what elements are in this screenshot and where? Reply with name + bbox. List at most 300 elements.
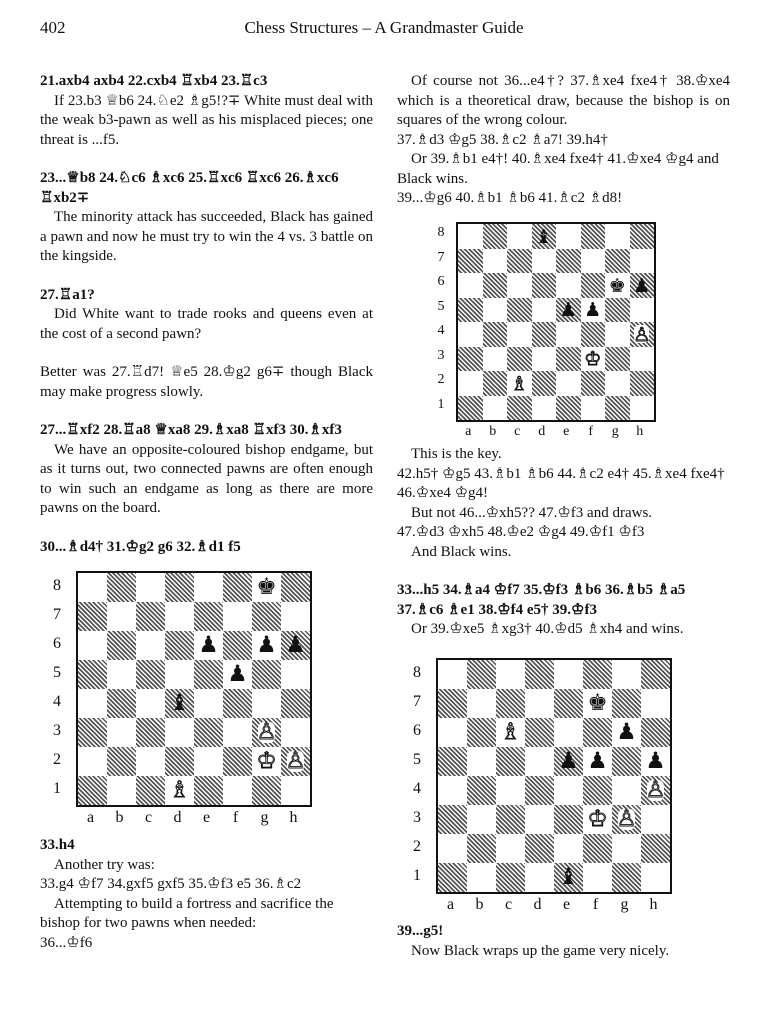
square-b4 [107,689,136,718]
square-a6 [438,718,467,747]
file-label: d [173,809,182,826]
square-c1 [136,776,165,805]
square-a2 [438,834,467,863]
square-e7 [194,602,223,631]
square-e7 [556,249,581,274]
file-label: b [115,809,124,826]
square-f4 [583,776,612,805]
square-e6 [194,631,223,660]
square-g8 [612,660,641,689]
square-d8 [165,573,194,602]
commentary: The minority attack has succeeded, Black has gained a pawn and now he must try to win the 4 vs. 3 battle on the kingside. [40,209,373,264]
square-e5 [554,747,583,776]
black-piece-h6: ♟ [633,273,651,297]
rank-label: 5 [437,298,445,314]
square-f7 [581,249,606,274]
square-d3 [532,347,557,372]
right-column-bottom [397,922,730,961]
black-piece-g6: ♚ [608,273,626,297]
square-h4 [281,689,310,718]
square-d4 [532,322,557,347]
square-d6 [525,718,554,747]
move-heading: 30...♗d4† 31.♔g2 g6 32.♗d1 f5 [40,538,241,555]
rank-label: 7 [53,605,61,623]
square-d5 [525,747,554,776]
square-a5 [438,747,467,776]
square-f1 [581,396,606,421]
file-label: h [289,809,298,826]
white-piece-h4: ♙ [645,777,666,804]
square-e2 [194,747,223,776]
square-g1 [612,863,641,892]
white-piece-f3: ♔ [584,347,602,371]
square-f1 [583,863,612,892]
square-g1 [252,776,281,805]
square-a3 [458,347,483,372]
square-c6 [507,273,532,298]
commentary: We have an opposite-coloured bishop endgame, but as it turns out, two connected pawns are often enough to win such an endgame as long as there are more pawns on the board. [40,441,373,516]
file-label: e [562,896,571,913]
square-h1 [641,863,670,892]
square-h8 [641,660,670,689]
square-g5 [612,747,641,776]
square-e8 [556,224,581,249]
rank-label: 1 [53,779,61,797]
square-d8 [525,660,554,689]
move-heading: 23...♕b8 24.♘c6 ♗xc6 25.♖xc6 ♖xc6 26.♗xc6 ♖xb2∓ [40,170,339,206]
chess-board [76,571,312,807]
rank-label: 8 [437,225,445,241]
rank-label: 4 [53,692,61,710]
square-h3 [641,805,670,834]
square-e8 [554,660,583,689]
square-f6 [223,631,252,660]
square-g8 [605,224,630,249]
file-label: g [611,424,619,439]
square-g7 [605,249,630,274]
file-labels [456,424,652,442]
square-c5 [136,660,165,689]
rank-label: 4 [437,323,445,339]
square-c8 [496,660,525,689]
square-b5 [107,660,136,689]
square-b2 [483,371,508,396]
square-h4 [641,776,670,805]
square-b4 [467,776,496,805]
commentary: And Black wins. [411,543,512,560]
square-d4 [525,776,554,805]
commentary: This is the key. [411,446,502,462]
move-line: 36...♔f6 [40,934,93,951]
square-f3 [223,718,252,747]
move-heading: 33...h5 34.♗a4 ♔f7 35.♔f3 ♗b6 36.♗b5 ♗a5 37.♗c6 ♗e1 38.♔f4 e5† 39.♔f3 [397,582,686,618]
square-c6 [136,631,165,660]
square-b8 [483,224,508,249]
square-h7 [630,249,655,274]
square-e3 [556,347,581,372]
square-d4 [165,689,194,718]
square-b1 [483,396,508,421]
move-line: 33.g4 ♔f7 34.gxf5 gxf5 35.♔f3 e5 36.♗c2 [40,876,302,892]
commentary: Attempting to build a fortress and sacrifice the bishop for two pawns when needed: [40,895,334,931]
square-e4 [556,322,581,347]
square-f4 [581,322,606,347]
square-a3 [78,718,107,747]
chess-diagram-right-bottom [410,658,700,920]
square-c3 [496,805,525,834]
file-label: e [202,809,211,826]
commentary: But not 46...♔xh5?? 47.♔f3 and draws. [411,504,653,521]
square-c3 [507,347,532,372]
file-label: f [588,424,594,439]
rank-label: 2 [437,372,445,388]
page-number: 402 [40,18,66,37]
square-a8 [458,224,483,249]
square-c5 [496,747,525,776]
square-b6 [483,273,508,298]
square-h7 [281,602,310,631]
black-piece-d4: ♝ [169,690,190,717]
square-g4 [605,322,630,347]
left-column-bottom [40,836,373,953]
black-piece-f5: ♟ [584,298,602,322]
square-h6 [641,718,670,747]
black-piece-f7: ♚ [587,690,608,717]
rank-label: 8 [53,576,61,594]
rank-label: 7 [413,692,421,710]
square-d2 [532,371,557,396]
square-f3 [583,805,612,834]
square-b8 [467,660,496,689]
square-b2 [107,747,136,776]
square-f2 [223,747,252,776]
square-g8 [252,573,281,602]
square-a7 [438,689,467,718]
square-c2 [507,371,532,396]
file-label: c [144,809,153,826]
square-b7 [483,249,508,274]
white-piece-c6: ♗ [500,719,521,746]
square-f7 [223,602,252,631]
white-piece-g2: ♔ [256,748,277,775]
black-piece-f5: ♟ [227,661,248,688]
rank-label: 5 [53,663,61,681]
square-d5 [165,660,194,689]
square-c7 [136,602,165,631]
file-label: d [538,424,546,439]
square-a3 [438,805,467,834]
square-h6 [281,631,310,660]
square-h1 [630,396,655,421]
square-c8 [507,224,532,249]
square-b3 [107,718,136,747]
commentary: Of course not 36...e4†? 37.♗xe4 fxe4† 38.♔xe4 which is a theoretical draw, because the bishop is on squares of the wrong colour. [397,73,730,128]
square-c5 [507,298,532,323]
square-d6 [165,631,194,660]
square-a7 [458,249,483,274]
square-b3 [483,347,508,372]
square-f6 [581,273,606,298]
square-e6 [554,718,583,747]
square-h2 [281,747,310,776]
square-g5 [605,298,630,323]
file-label: c [504,896,513,913]
square-d3 [525,805,554,834]
square-e5 [556,298,581,323]
square-f6 [583,718,612,747]
square-d7 [532,249,557,274]
square-f5 [581,298,606,323]
square-g4 [252,689,281,718]
rank-label: 6 [437,274,445,290]
rank-label: 4 [413,779,421,797]
square-f1 [223,776,252,805]
square-a6 [458,273,483,298]
square-h5 [630,298,655,323]
square-a6 [78,631,107,660]
square-d8 [532,224,557,249]
square-c7 [496,689,525,718]
rank-label: 5 [413,750,421,768]
square-h3 [281,718,310,747]
square-g7 [252,602,281,631]
black-piece-e6: ♟ [198,632,219,659]
commentary: If 23.b3 ♕b6 24.♘e2 ♗g5!?∓ White must deal with the weak b3-pawn as well as his misplaced pieces; one threat is ...f5. [40,92,373,148]
square-h8 [281,573,310,602]
square-f7 [583,689,612,718]
square-e1 [554,863,583,892]
square-d5 [532,298,557,323]
black-piece-h6: ♟ [285,632,306,659]
square-g6 [612,718,641,747]
file-label: g [260,809,269,826]
chess-diagram-right-top [434,222,690,439]
square-h2 [630,371,655,396]
square-a7 [78,602,107,631]
move-heading: 33.h4 [40,837,75,853]
square-a2 [458,371,483,396]
file-label: f [592,896,599,913]
file-labels [76,809,308,827]
square-c1 [507,396,532,421]
square-e2 [556,371,581,396]
white-piece-d1: ♗ [169,777,190,804]
square-h6 [630,273,655,298]
square-f8 [581,224,606,249]
square-f5 [223,660,252,689]
square-c4 [507,322,532,347]
file-label: e [563,424,570,439]
rank-label: 6 [53,634,61,652]
move-heading: 39...g5! [397,923,444,939]
square-g6 [605,273,630,298]
black-piece-e5: ♟ [559,298,577,322]
rank-label: 3 [437,347,445,363]
file-label: g [620,896,629,913]
square-d6 [532,273,557,298]
file-label: c [514,424,521,439]
square-c2 [496,834,525,863]
square-d7 [165,602,194,631]
file-label: a [446,896,455,913]
rank-label: 1 [437,396,445,412]
square-e3 [194,718,223,747]
commentary: Now Black wraps up the game very nicely. [411,942,670,959]
square-f3 [581,347,606,372]
square-f8 [583,660,612,689]
square-a8 [438,660,467,689]
rank-label: 7 [437,249,445,265]
square-c2 [136,747,165,776]
square-a5 [78,660,107,689]
right-column [397,72,730,209]
commentary: Or 39.♔xe5 ♗xg3† 40.♔d5 ♗xh4 and wins. [411,621,684,637]
square-g2 [252,747,281,776]
square-c4 [496,776,525,805]
square-e8 [194,573,223,602]
black-piece-h5: ♟ [645,748,666,775]
square-h4 [630,322,655,347]
square-c1 [496,863,525,892]
commentary: Better was 27.♖d7! ♕e5 28.♔g2 g6∓ though Black may make progress slowly. [40,364,373,400]
square-a1 [78,776,107,805]
square-c8 [136,573,165,602]
square-h1 [281,776,310,805]
square-d1 [525,863,554,892]
square-b3 [467,805,496,834]
square-a8 [78,573,107,602]
rank-label: 2 [413,837,421,855]
square-a4 [78,689,107,718]
square-h5 [281,660,310,689]
black-piece-e1: ♝ [558,864,579,891]
file-label: d [533,896,542,913]
square-d7 [525,689,554,718]
square-g2 [605,371,630,396]
rank-labels [50,571,64,803]
square-e5 [194,660,223,689]
square-g2 [612,834,641,863]
square-e6 [556,273,581,298]
file-labels [436,896,668,914]
square-e3 [554,805,583,834]
move-line: 37.♗d3 ♔g5 38.♗c2 ♗a7! 39.h4† [397,131,608,148]
square-a2 [78,747,107,776]
square-b4 [483,322,508,347]
chess-board [456,222,656,422]
square-d2 [165,747,194,776]
page-title: Chess Structures – A Grandmaster Guide [244,18,524,37]
rank-label: 3 [413,808,421,826]
black-piece-e5: ♟ [558,748,579,775]
square-d2 [525,834,554,863]
move-line: 42.h5† ♔g5 43.♗b1 ♗b6 44.♗c2 e4† 45.♗xe4 fxe4† 46.♔xe4 ♔g4! [397,465,725,501]
square-e1 [556,396,581,421]
square-f8 [223,573,252,602]
square-e4 [554,776,583,805]
square-g1 [605,396,630,421]
square-e2 [554,834,583,863]
commentary: Or 39.♗b1 e4†! 40.♗xe4 fxe4† 41.♔xe4 ♔g4 and Black wins. [397,151,719,187]
square-c3 [136,718,165,747]
right-column-middle [397,445,730,640]
file-label: h [636,424,644,439]
square-c6 [496,718,525,747]
rank-label: 8 [413,663,421,681]
rank-label: 6 [413,721,421,739]
rank-labels [410,658,424,890]
chess-board [436,658,672,894]
rank-label: 3 [53,721,61,739]
square-a1 [438,863,467,892]
square-h2 [641,834,670,863]
square-e4 [194,689,223,718]
square-f2 [581,371,606,396]
commentary: Did White want to trade rooks and queens even at the cost of a second pawn? [40,306,373,342]
white-piece-g3: ♙ [616,806,637,833]
square-g3 [605,347,630,372]
file-label: a [86,809,95,826]
white-piece-h4: ♙ [633,322,651,346]
page-header [40,18,728,42]
move-heading: 27...♖xf2 28.♖a8 ♕xa8 29.♗xa8 ♖xf3 30.♗xf3 [40,422,342,438]
square-h8 [630,224,655,249]
rank-label: 2 [53,750,61,768]
square-d1 [165,776,194,805]
black-piece-f5: ♟ [587,748,608,775]
rank-label: 1 [413,866,421,884]
square-g4 [612,776,641,805]
file-label: b [475,896,484,913]
move-line: 47.♔d3 ♔xh5 48.♔e2 ♔g4 49.♔f1 ♔f3 [397,524,645,540]
square-b1 [107,776,136,805]
commentary: Another try was: [54,856,155,873]
white-piece-h2: ♙ [285,748,306,775]
file-label: b [489,424,497,439]
square-b6 [467,718,496,747]
square-b5 [467,747,496,776]
square-e1 [194,776,223,805]
file-label: a [465,424,472,439]
move-heading: 27.♖a1? [40,286,95,303]
black-piece-g8: ♚ [256,574,277,601]
black-piece-g6: ♟ [256,632,277,659]
square-g5 [252,660,281,689]
move-heading: 21.axb4 axb4 22.cxb4 ♖xb4 23.♖c3 [40,73,268,89]
file-label: f [232,809,239,826]
square-d3 [165,718,194,747]
square-a4 [458,322,483,347]
square-g3 [252,718,281,747]
file-label: h [649,896,658,913]
white-piece-f3: ♔ [587,806,608,833]
square-f5 [583,747,612,776]
square-b1 [467,863,496,892]
square-c4 [136,689,165,718]
square-a4 [438,776,467,805]
square-h5 [641,747,670,776]
square-g6 [252,631,281,660]
move-line: 39...♔g6 40.♗b1 ♗b6 41.♗c2 ♗d8! [397,190,623,206]
square-g3 [612,805,641,834]
square-b6 [107,631,136,660]
chess-diagram-left [50,571,340,831]
square-h3 [630,347,655,372]
square-e7 [554,689,583,718]
square-c7 [507,249,532,274]
square-a5 [458,298,483,323]
left-column [40,72,373,557]
